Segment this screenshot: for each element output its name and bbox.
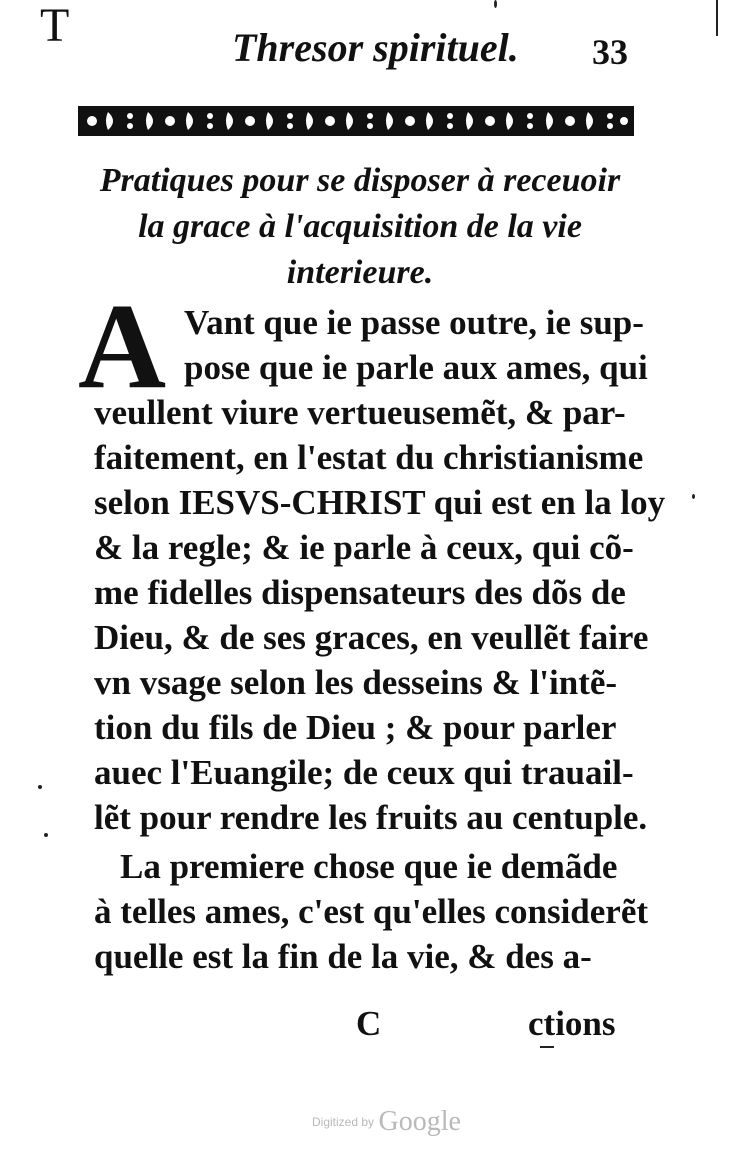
chapter-title-line: la grace à l'acquisition de la vie (138, 208, 582, 245)
google-logo: Google (378, 1106, 461, 1137)
ink-speck (540, 1046, 554, 1048)
text-line: me fidelles dispensateurs des dõs de (94, 573, 626, 612)
text-line: lẽt pour rendre les fruits au centuple. (94, 798, 648, 837)
digitized-watermark (312, 1106, 461, 1138)
ink-speck (692, 494, 695, 499)
ink-speck (716, 0, 718, 36)
text-line: auec l'Euangile; de ceux qui trauail- (94, 753, 634, 792)
page-footer (0, 1002, 742, 1046)
text-line: quelle est la fin de la vie, & des a- (94, 937, 592, 976)
text-line: Dieu, & de ses graces, en veullẽt faire (94, 618, 649, 657)
text-line: à telles ames, c'est qu'elles considerẽt (94, 892, 649, 931)
text-line: veullent viure vertueusemẽt, & par- (94, 393, 626, 432)
catchword: ctions (528, 1004, 616, 1043)
text-line: La premiere chose que ie demãde (120, 847, 618, 886)
signature-mark: C (356, 1004, 382, 1043)
chapter-title (60, 158, 660, 296)
ink-speck (494, 0, 497, 8)
page-number: 33 (592, 32, 628, 72)
text-line: faitement, en l'estat du christianisme (94, 438, 644, 477)
text-line: Vant que ie passe outre, ie sup- (184, 303, 644, 342)
watermark-prefix: Digitized by (312, 1115, 375, 1129)
running-title: Thresor spirituel. (232, 25, 519, 70)
ink-speck (38, 785, 42, 789)
text-line: & la regle; & ie parle à ceux, qui cõ- (94, 528, 634, 567)
ornament-band-icon (78, 104, 634, 138)
chapter-title-line: interieure. (286, 254, 434, 291)
drop-cap: A (78, 279, 165, 414)
text-line: pose que ie parle aux ames, qui (184, 348, 648, 387)
text-line: selon IESVS-CHRIST qui est en la loy (94, 483, 666, 522)
ink-speck (44, 833, 48, 837)
chapter-title-line: Pratiques pour se disposer à receuoir (99, 162, 621, 199)
corner-mark: T (40, 0, 70, 52)
text-line: tion du fils de Dieu ; & pour parler (94, 708, 617, 747)
text-line: vn vsage selon les desseins & l'intẽ- (94, 663, 618, 702)
